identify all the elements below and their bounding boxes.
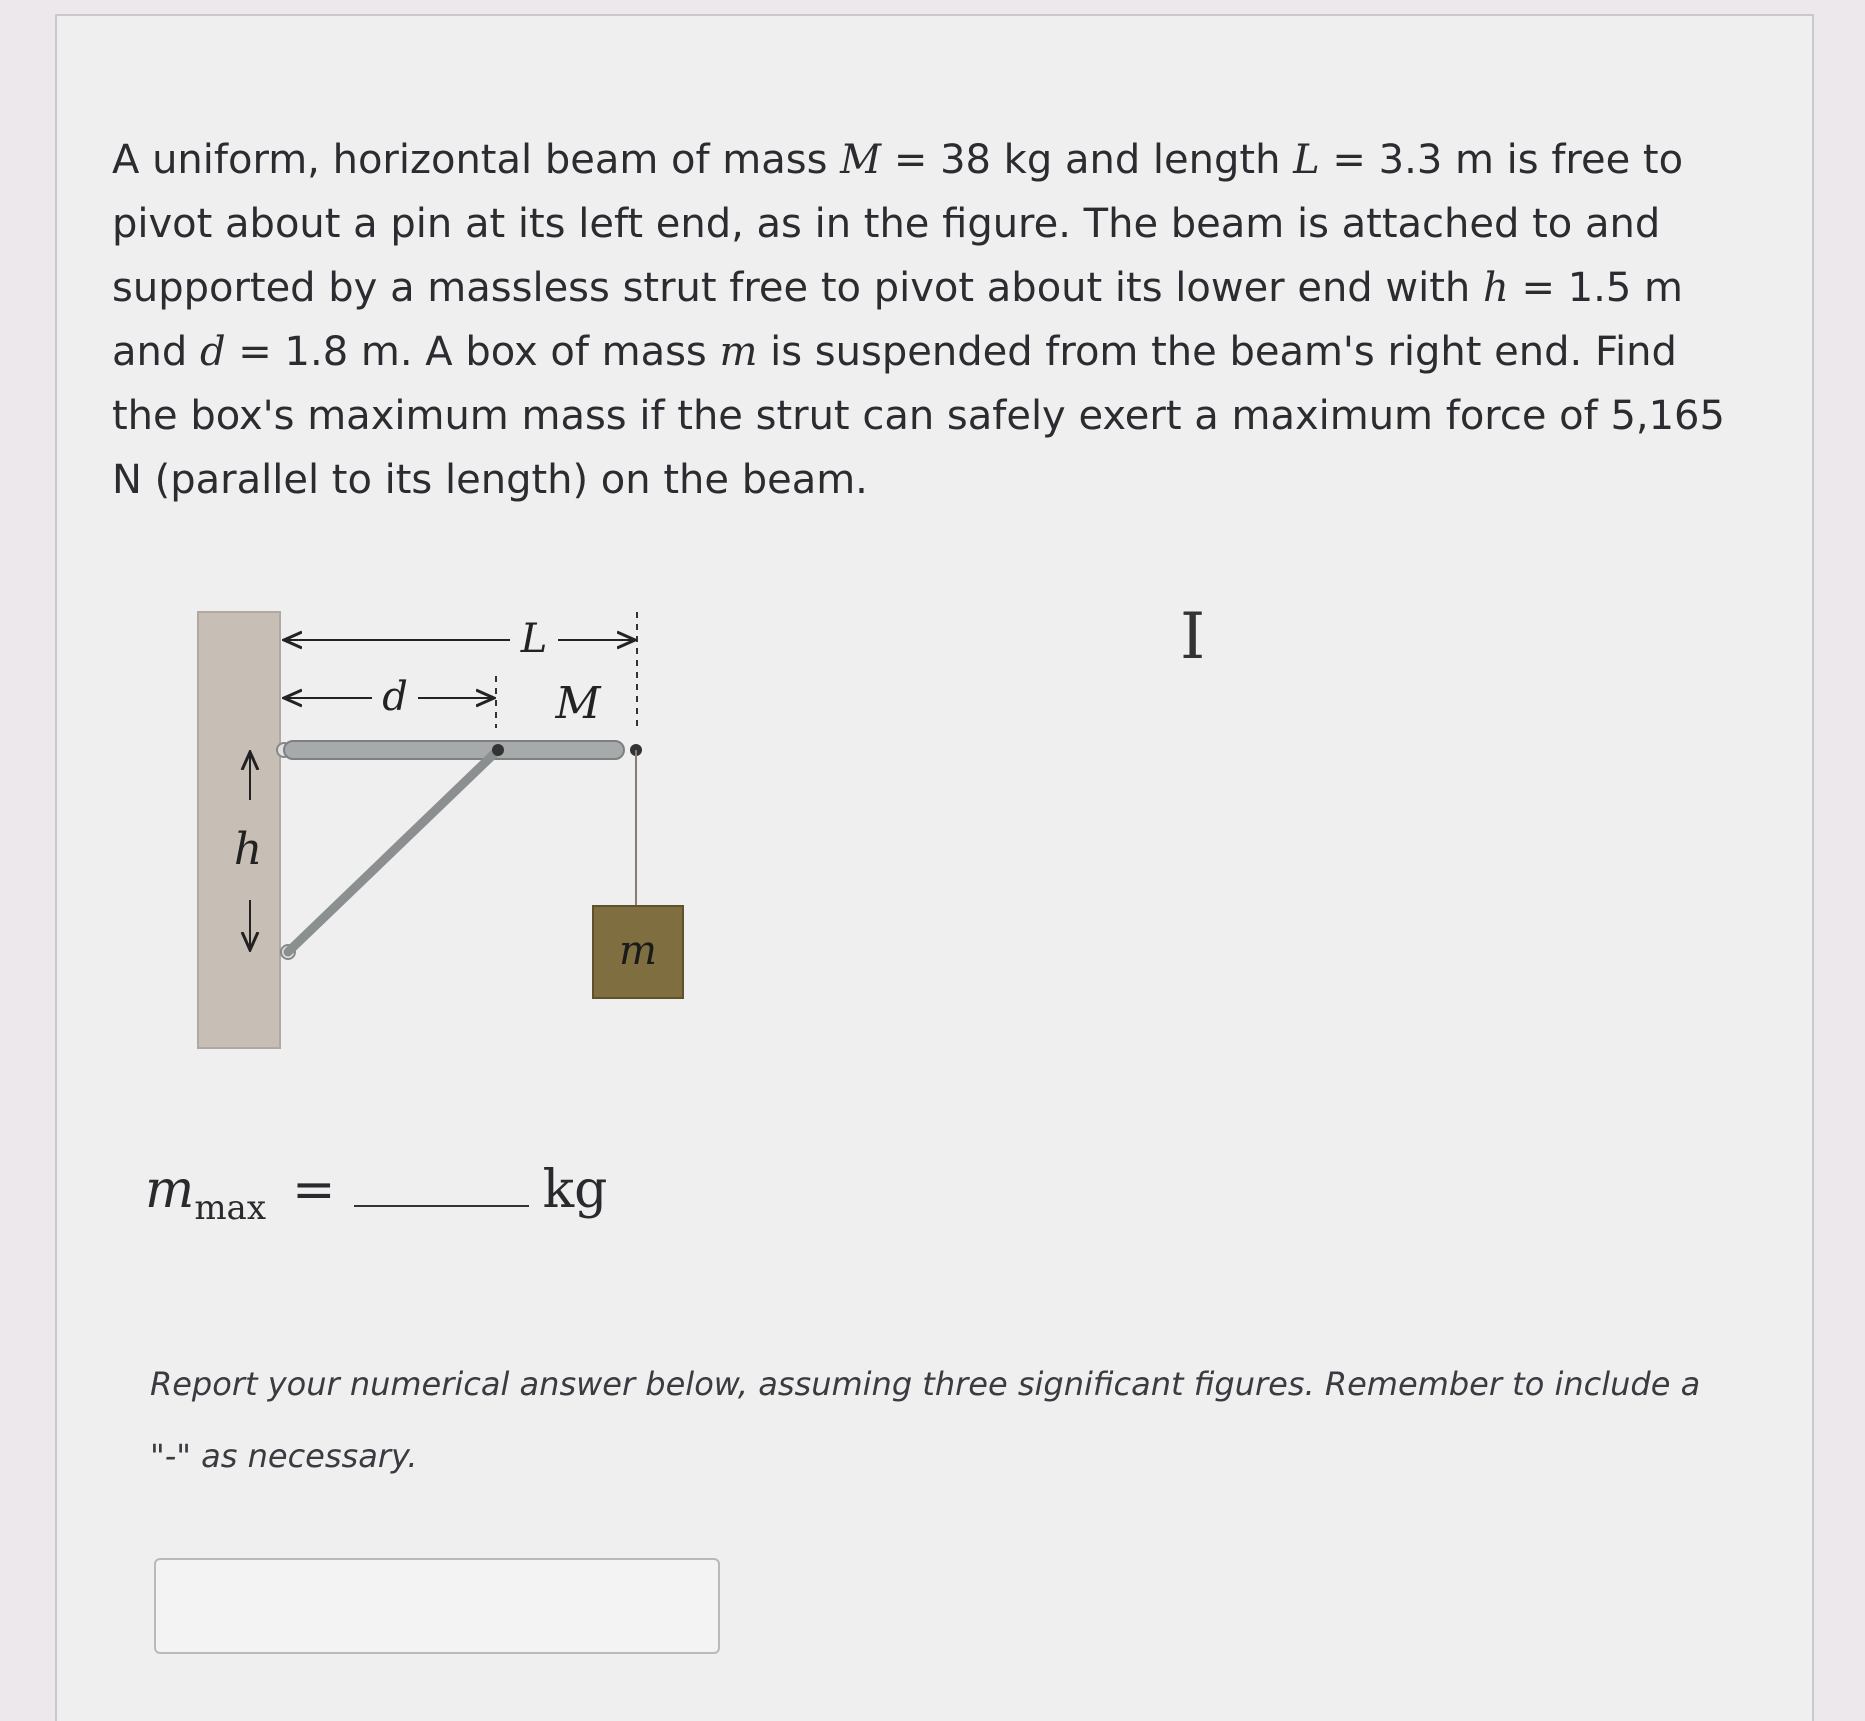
symbol-d: d: [199, 329, 226, 375]
strut: [288, 750, 498, 952]
symbol-L: L: [1293, 137, 1320, 183]
h-label: h: [233, 824, 263, 875]
beam: [284, 741, 624, 759]
problem-text-4: = 1.5 m and: [112, 265, 1683, 375]
answer-input[interactable]: [154, 1558, 720, 1654]
problem-text-2: = 38 kg and length: [881, 137, 1294, 183]
symbol-M: M: [840, 137, 882, 183]
M-label: M: [555, 678, 601, 729]
beam-strut-figure: [180, 600, 700, 1060]
answer-equation: [145, 1160, 607, 1240]
symbol-m: m: [719, 329, 758, 375]
answer-variable: m: [145, 1160, 195, 1220]
answer-subscript: max: [194, 1188, 266, 1228]
box-label: m: [619, 928, 657, 974]
problem-text-1: A uniform, horizontal beam of mass: [112, 137, 841, 183]
problem-text-5: = 1.8 m. A box of mass: [225, 329, 720, 375]
answer-equals: =: [292, 1160, 336, 1220]
problem-text-6: is suspended from the beam's right end. Find the box's maximum mass if the strut can safely exert a maximum force of 5,165 N (parallel to its length) on the beam.: [112, 329, 1725, 503]
instruction-text: Report your numerical answer below, assuming three significant figures. Remember to include a "-" as necessary.: [150, 1365, 1701, 1475]
symbol-h: h: [1482, 265, 1509, 311]
strut-joint: [492, 744, 504, 756]
d-label: d: [382, 674, 408, 720]
text-cursor-icon: I: [1180, 600, 1206, 674]
L-label: L: [520, 616, 548, 662]
answer-blank: [354, 1165, 529, 1207]
answer-unit: kg: [542, 1160, 608, 1220]
problem-statement: [112, 128, 1732, 512]
problem-text-3: = 3.3 m is free to pivot about a pin at its left end, as in the figure. The beam is attached to and supported by a massless strut free to pivot about its lower end with: [112, 137, 1684, 311]
